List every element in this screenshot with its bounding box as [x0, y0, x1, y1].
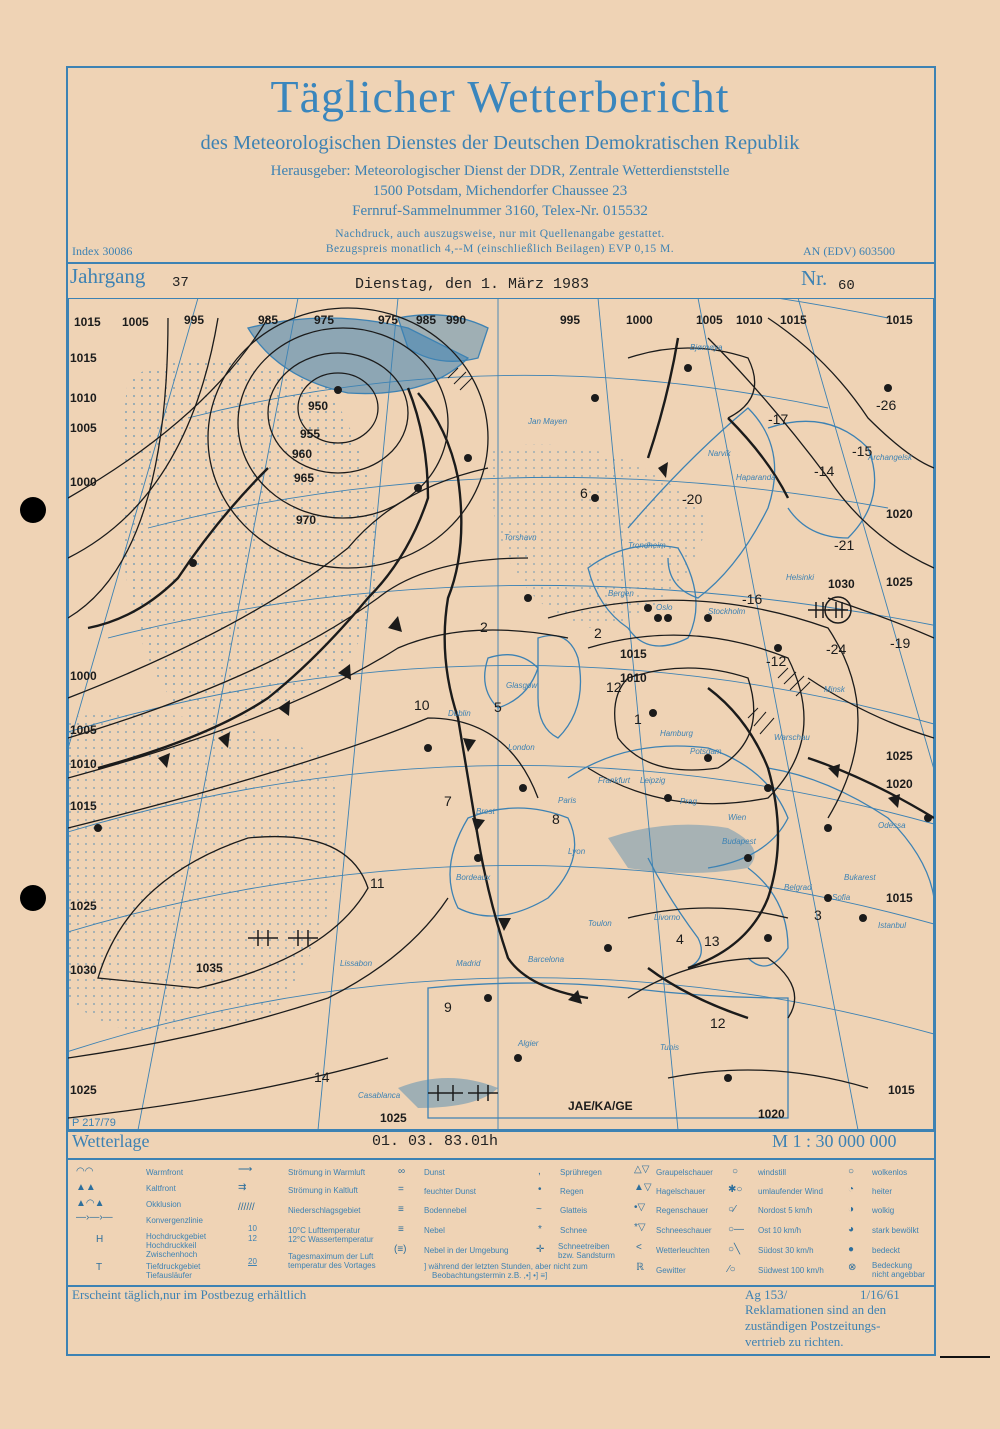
isobar-label: 1015	[70, 799, 97, 813]
legend-regen: Regen	[560, 1187, 584, 1196]
isobar-label: 1010	[70, 757, 97, 771]
legend-zwischenhoch: Zwischenhoch	[146, 1250, 198, 1259]
precip-area-icon: //////	[238, 1202, 255, 1213]
legend-stroemung-warm: Strömung in Warmluft	[288, 1168, 366, 1177]
place-label: Belgrad	[784, 883, 812, 892]
place-label: Casablanca	[358, 1091, 401, 1100]
legend-kaltfront: Kaltfront	[146, 1184, 176, 1193]
isobar-label: 1015	[888, 1083, 915, 1097]
temp-value: 12	[710, 1015, 726, 1031]
isobar-label: 1015	[886, 891, 913, 905]
report-subtitle: des Meteorologischen Dienstes der Deutschen Demokratischen Republik	[200, 132, 800, 154]
legend-spruehregen: Sprühregen	[560, 1168, 602, 1177]
calm-icon: ○	[732, 1166, 739, 1177]
haze-icon: ∞	[398, 1166, 406, 1177]
legend-schnee: Schnee	[560, 1226, 588, 1235]
temp-value: 11	[370, 875, 385, 891]
place-label: Bordeaux	[456, 873, 491, 882]
legend-umlaufend: umlaufender Wind	[758, 1187, 823, 1196]
warm-flow-icon: ⟶	[238, 1164, 253, 1175]
low-pressure-icon: T	[96, 1262, 103, 1273]
legend-tief: Tiefdruckgebiet	[146, 1262, 201, 1271]
temp-value: -19	[890, 635, 911, 651]
variable-wind-icon: ✱○	[728, 1184, 743, 1195]
phone-line: Fernruf-Sammelnummer 3160, Telex-Nr. 015532	[352, 203, 648, 219]
alps-shading	[608, 825, 755, 873]
legend-sandsturm: bzw. Sandsturm	[558, 1251, 615, 1260]
report-title: Täglicher Wetterbericht	[270, 71, 730, 122]
wind-ne-icon: ○⁄	[728, 1204, 736, 1215]
legend-okklusion: Okklusion	[146, 1200, 182, 1209]
legend-heiter: heiter	[872, 1187, 893, 1196]
temp-value: 2	[480, 619, 488, 635]
rain-icon: •	[538, 1184, 542, 1195]
temp-value: -14	[814, 463, 835, 479]
isobar-label: 1015	[70, 351, 97, 365]
analyst-signature: JAE/KA/GE	[568, 1099, 633, 1113]
lightning-icon: <	[636, 1242, 642, 1253]
legend-nebel-umgebung: Nebel in der Umgebung	[424, 1246, 509, 1255]
legend-temp-example-bottom: 12	[248, 1234, 257, 1243]
isobar-label: 1020	[886, 777, 913, 791]
map-timestamp: 01. 03. 83.01h	[372, 1133, 499, 1150]
sky-obscured-icon: ⊗	[848, 1262, 857, 1273]
isobar-label: 1005	[122, 315, 149, 329]
isobar-label: 1010	[736, 313, 763, 327]
place-label: Lissabon	[340, 959, 373, 968]
okklusion-icon: ▲◠▲	[76, 1198, 105, 1209]
temp-value: 4	[676, 931, 684, 947]
place-label: Prag	[680, 797, 697, 806]
legend-feuchter-dunst: feuchter Dunst	[424, 1187, 477, 1196]
place-label: Stockholm	[708, 607, 746, 616]
place-label: Toulon	[588, 919, 612, 928]
legend-konvergenz: Konvergenzlinie	[146, 1216, 203, 1225]
isobar-label: 1025	[380, 1111, 407, 1125]
header-rule	[66, 262, 936, 264]
place-label: Oslo	[656, 603, 673, 612]
an-code: AN (EDV) 603500	[803, 244, 895, 258]
place-label: Odessa	[878, 821, 906, 830]
temp-value: 5	[494, 699, 502, 715]
place-label: Haparanda	[736, 473, 776, 482]
legend-suedost: Südost 30 km/h	[758, 1246, 814, 1255]
place-label: Madrid	[456, 959, 481, 968]
temp-value: 2	[594, 625, 602, 641]
page-edge-mark	[940, 1356, 990, 1358]
isobar-label: 1030	[70, 963, 97, 977]
isobar-label: 1010	[70, 391, 97, 405]
mostly-cloudy-icon: ◕	[848, 1224, 855, 1235]
drizzle-icon: ,	[538, 1166, 541, 1177]
legend-wolkig: wolkig	[872, 1206, 895, 1215]
legend-hagel: Hagelschauer	[656, 1187, 706, 1196]
place-label: Helsinki	[786, 573, 815, 582]
nr-label: Nr.	[801, 266, 828, 290]
legend-letzte-stunden: ] während der letzten Stunden, aber nicht zum	[424, 1262, 588, 1271]
temp-value: -12	[766, 653, 787, 669]
place-label: Minsk	[824, 685, 845, 694]
place-label: Tunis	[660, 1043, 679, 1052]
temp-value: 9	[444, 999, 452, 1015]
fog-icon: ≡	[398, 1224, 404, 1235]
place-label: Trondheim	[628, 541, 666, 550]
place-label: Budapest	[722, 837, 756, 846]
temp-value: 14	[314, 1069, 330, 1085]
wind-e-icon: ○—	[728, 1224, 745, 1235]
legend-windstill: windstill	[758, 1168, 787, 1177]
rain-shower-icon: •▽	[634, 1202, 646, 1213]
isobar-label: 1005	[70, 723, 97, 737]
temp-value: 8	[552, 811, 560, 827]
temp-value: 3	[814, 907, 822, 923]
legend-temp-example-top: 10	[248, 1224, 257, 1233]
temp-value: -15	[852, 443, 873, 459]
high-pressure-icon: H	[96, 1234, 104, 1245]
jahrgang-value: 37	[172, 275, 189, 291]
issue-date: Dienstag, den 1. März 1983	[355, 276, 590, 293]
place-label: Lyon	[568, 847, 586, 856]
isobar-label: 975	[314, 313, 335, 327]
warmfront-icon: ◠◠	[76, 1166, 94, 1177]
place-label: Narvik	[708, 449, 731, 458]
place-label: Bjørnøya	[690, 343, 723, 352]
hail-icon: ▲▽	[634, 1182, 652, 1193]
isobar-label: 1035	[196, 961, 223, 975]
place-label: Dublin	[448, 709, 471, 718]
form-code: P 217/79	[72, 1117, 116, 1129]
legend-schneetreiben: Schneetreiben	[558, 1242, 610, 1251]
place-label: Brest	[476, 807, 495, 816]
isobar-label: 960	[292, 447, 313, 461]
footer-code: 1/16/61	[860, 1287, 900, 1302]
legend-wetterleuchten: Wetterleuchten	[656, 1246, 710, 1255]
legend-max-example: 20	[248, 1257, 257, 1266]
place-label: Jan Mayen	[528, 417, 568, 426]
isobar-label: 1020	[886, 507, 913, 521]
isobar-label: 1010	[620, 671, 647, 685]
place-label: Frankfurt	[598, 776, 631, 785]
weather-map	[68, 298, 934, 1130]
isobar-label: 1025	[886, 575, 913, 589]
punch-hole-bottom	[20, 885, 46, 911]
map-scale: M 1 : 30 000 000	[772, 1131, 897, 1151]
place-label: Bukarest	[844, 873, 876, 882]
legend-bedeckung: Bedeckung	[872, 1261, 913, 1270]
legend-nicht-angebbar: nicht angebbar	[872, 1270, 925, 1279]
isobar-label: 995	[184, 313, 205, 327]
temp-value: 12	[606, 679, 622, 695]
isobar-label: 1015	[886, 313, 913, 327]
snow-shower-icon: *▽	[634, 1222, 646, 1233]
thunderstorm-icon: ℝ	[636, 1262, 644, 1273]
map-legend	[68, 1160, 934, 1285]
isobar-label: 1015	[780, 313, 807, 327]
isobar-label: 1025	[70, 1083, 97, 1097]
place-label: Livorno	[654, 913, 681, 922]
kaltfront-icon: ▲▲	[76, 1182, 96, 1193]
legend-tagesmaximum: Tagesmaximum der Luft	[288, 1252, 374, 1261]
nr-value: 60	[838, 278, 855, 294]
place-label: Algier	[518, 1039, 539, 1048]
legend-wassertemperatur: 12°C Wassertemperatur	[288, 1235, 374, 1244]
legend-hochdruck: Hochdruckgebiet	[146, 1232, 207, 1241]
place-label: Potsdam	[690, 747, 722, 756]
temp-value: -21	[834, 537, 855, 553]
place-label: London	[508, 743, 535, 752]
footer-complaint-3: vertrieb zu richten.	[745, 1334, 844, 1349]
legend-regenschauer: Regenschauer	[656, 1206, 709, 1215]
legend-stroemung-kalt: Strömung in Kaltluft	[288, 1186, 358, 1195]
isobar-label: 975	[378, 313, 399, 327]
isobar-label: 970	[296, 513, 317, 527]
legend-bedeckt: bedeckt	[872, 1246, 901, 1255]
legend-nordost: Nordost 5 km/h	[758, 1206, 813, 1215]
place-label: Paris	[558, 796, 577, 805]
legend-niederschlag: Niederschlagsgebiet	[288, 1206, 361, 1215]
isobar-label: 1000	[70, 669, 97, 683]
ground-fog-icon: ≡	[398, 1204, 404, 1215]
legend-glatteis: Glatteis	[560, 1206, 588, 1215]
address-line: 1500 Potsdam, Michendorfer Chaussee 23	[372, 183, 628, 199]
legend-wolkenlos: wolkenlos	[872, 1168, 908, 1177]
legend-warmfront: Warmfront	[146, 1168, 184, 1177]
isobar-label: 1020	[758, 1107, 785, 1121]
temp-value: 10	[414, 697, 430, 713]
place-label: Wien	[728, 813, 747, 822]
fair-icon: ◔	[848, 1184, 855, 1195]
wind-se-icon: ○╲	[728, 1244, 741, 1255]
cold-flow-icon: ⇉	[238, 1182, 247, 1193]
footer-complaint-1: Reklamationen sind an den	[745, 1302, 887, 1317]
temp-value: 1	[634, 711, 642, 727]
place-label: Bergen	[608, 589, 634, 598]
fog-nearby-icon: (≡)	[394, 1244, 407, 1255]
place-label: Hamburg	[660, 729, 693, 738]
place-label: Istanbul	[878, 921, 907, 930]
legend-stark-bewoelkt: stark bewölkt	[872, 1226, 919, 1235]
cloudy-icon: ◑	[848, 1204, 855, 1215]
isobar-label: 1015	[74, 315, 101, 329]
place-label: Torshavn	[504, 533, 537, 542]
legend-gewitter: Gewitter	[656, 1266, 686, 1275]
wetterlage-label: Wetterlage	[72, 1131, 150, 1151]
clear-sky-icon: ○	[848, 1166, 855, 1177]
isobar-label: 950	[308, 399, 329, 413]
temp-value: -16	[742, 591, 763, 607]
legend-nebel: Nebel	[424, 1226, 445, 1235]
place-label: Glasgow	[506, 681, 538, 690]
temp-value: 6	[580, 485, 588, 501]
footer-complaint-2: zuständigen Postzeitungs-	[745, 1318, 881, 1333]
reprint-note: Nachdruck, auch auszugsweise, nur mit Quellenangabe gestattet.	[335, 228, 665, 240]
isobar-label: 955	[300, 427, 321, 441]
temp-value: 13	[704, 933, 720, 949]
isobar-label: 990	[446, 313, 467, 327]
graupel-icon: △▽	[634, 1164, 650, 1175]
isobar-label: 1000	[70, 475, 97, 489]
isobar-label: 1025	[886, 749, 913, 763]
legend-schneeschauer: Schneeschauer	[656, 1226, 712, 1235]
legend-beobachtungstermin: Beobachtungstermin z.B. ,•] •] ≡]	[432, 1271, 548, 1280]
isobar-label: 1005	[696, 313, 723, 327]
wind-sw-icon: ⁄○	[728, 1264, 736, 1275]
isobar-label: 985	[258, 313, 279, 327]
legend-tagesmaximum-2: temperatur des Vortages	[288, 1261, 376, 1270]
glaze-icon: ~	[536, 1204, 542, 1215]
snow-icon: *	[538, 1224, 542, 1235]
legend-graupel: Graupelschauer	[656, 1168, 713, 1177]
price-note: Bezugspreis monatlich 4,--M (einschließlich Beilagen) EVP 0,15 M.	[325, 243, 675, 255]
precip-area-atlantic	[121, 360, 378, 719]
legend-tiefauslaeufer: Tiefausläufer	[146, 1271, 192, 1280]
moist-haze-icon: =	[398, 1184, 404, 1195]
isobar-label: 1030	[828, 577, 855, 591]
place-label: Warschau	[774, 733, 810, 742]
temp-value: -24	[826, 641, 847, 657]
punch-hole-top	[20, 497, 46, 523]
isobar-label: 985	[416, 313, 437, 327]
legend-suedwest: Südwest 100 km/h	[758, 1266, 824, 1275]
isobar-label: 995	[560, 313, 581, 327]
legend-dunst: Dunst	[424, 1168, 445, 1177]
footer-note: Erscheint täglich,nur im Postbezug erhältlich	[72, 1287, 307, 1302]
place-label: Archangelsk	[868, 453, 913, 462]
temp-value: 7	[444, 793, 452, 809]
footer-ag: Ag 153/	[745, 1287, 788, 1302]
temp-value: -17	[768, 411, 789, 427]
isobar-label: 1015	[620, 647, 647, 661]
isobar-label: 965	[294, 471, 315, 485]
legend-bodennebel: Bodennebel	[424, 1206, 467, 1215]
temp-value: -20	[682, 491, 703, 507]
place-label: Barcelona	[528, 955, 565, 964]
isobar-label: 1005	[70, 421, 97, 435]
isobar-label: 1025	[70, 899, 97, 913]
index-number: Index 30086	[72, 244, 133, 258]
temp-value: -26	[876, 397, 897, 413]
place-label: Sofia	[832, 893, 851, 902]
overcast-icon: ●	[848, 1244, 855, 1255]
konvergenz-icon: —›—›—	[76, 1212, 113, 1223]
publisher-line: Herausgeber: Meteorologischer Dienst der DDR, Zentrale Wetterdienststelle	[270, 163, 730, 179]
place-label: Leipzig	[640, 776, 666, 785]
legend-lufttemperatur: 10°C Lufttemperatur	[288, 1226, 361, 1235]
jahrgang-label: Jahrgang	[70, 264, 146, 288]
legend-hochdruckkeil: Hochdruckkeil	[146, 1241, 197, 1250]
isobar-label: 1000	[626, 313, 653, 327]
legend-ost: Ost 10 km/h	[758, 1226, 802, 1235]
drifting-snow-icon: ✛	[536, 1244, 545, 1255]
